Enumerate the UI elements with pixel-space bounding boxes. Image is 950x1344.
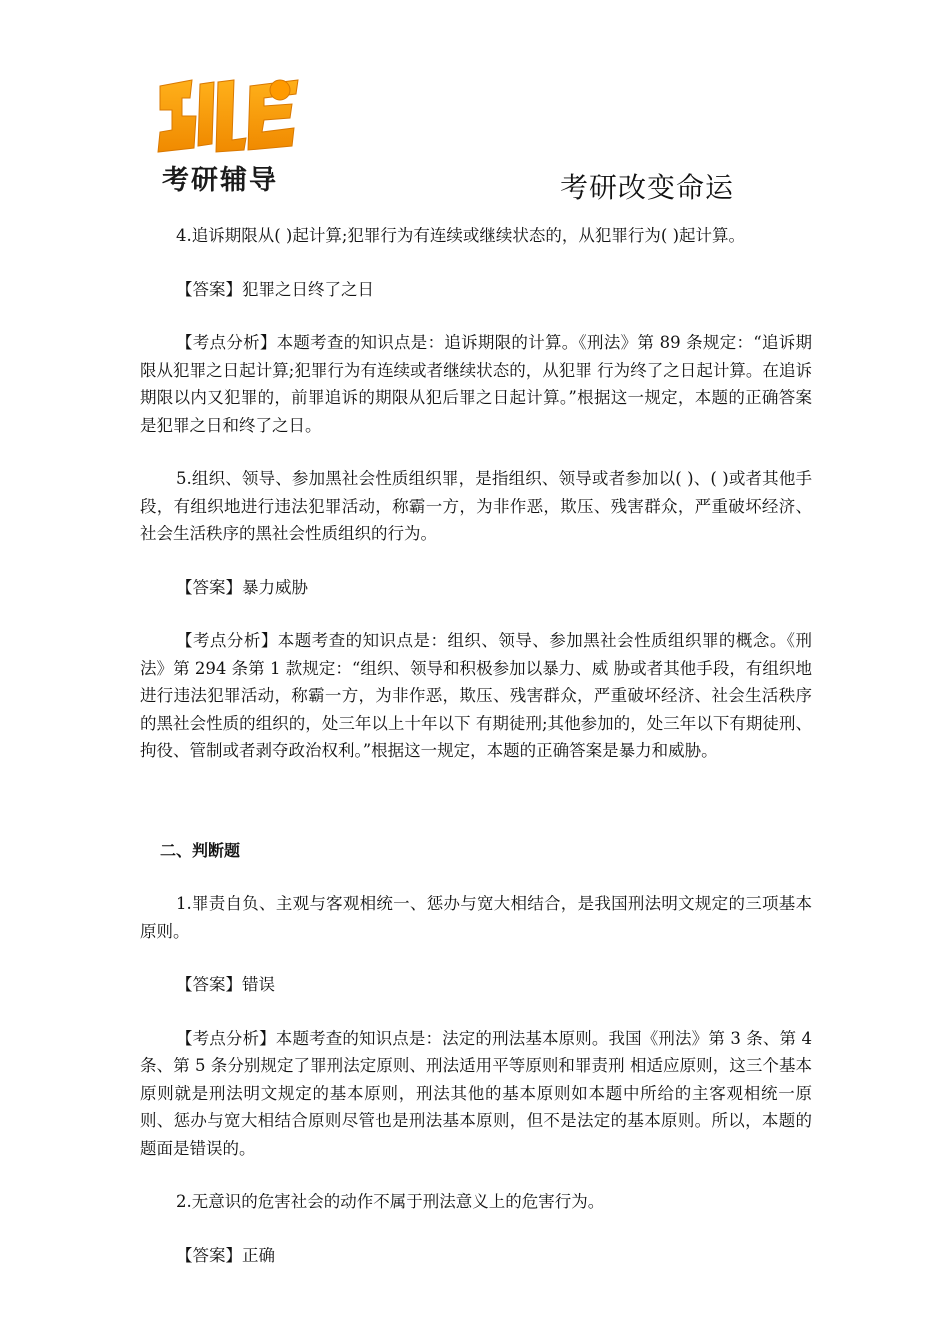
document-body xyxy=(140,222,812,1295)
logo xyxy=(152,76,302,194)
question-4-answer: 【答案】犯罪之日终了之日 xyxy=(176,279,374,299)
header-slogan: 考研改变命运 xyxy=(560,171,735,204)
judgment-2: 2.无意识的危害社会的动作不属于刑法意义上的危害行为。 xyxy=(176,1192,605,1211)
judgment-2-answer: 【答案】正确 xyxy=(176,1245,275,1265)
question-5-answer: 【答案】暴力威胁 xyxy=(176,577,308,597)
question-4: 4.追诉期限从( )起计算;犯罪行为有连续或继续状态的，从犯罪行为( )起计算。 xyxy=(176,226,746,245)
question-5: 5.组织、领导、参加黑社会性质组织罪，是指组织、领导或者参加以( )、( )或者其他手段，有组织地进行违法犯罪活动，称霸一方，为非作恶，欺压、残害群众，严重破坏经济、社会生活秩序的黑社会性质组织的行为。 xyxy=(140,469,812,543)
judgment-1: 1.罪责自负、主观与客观相统一、惩办与宽大相结合，是我国刑法明文规定的三项基本原则。 xyxy=(140,894,812,941)
logo-subtitle: 考研辅导 xyxy=(162,165,278,196)
question-5-analysis: 【考点分析】本题考查的知识点是：组织、领导、参加黑社会性质组织罪的概念。《刑法》第 294 条第 1 款规定：“组织、领导和积极参加以暴力、威 胁或者其他手段，有组织地进行违法犯罪活动，称霸一方，为非作恶，欺压、残害群众，严重破坏经济、社会生活秩序的黑社会性质的组织的，处三年以上十年以下 有期徒刑;其他参加的，处三年以下有期徒刑、拘役、管制或者剥夺政治权利。”根据这一规定，本题的正确答案是暴力和威胁。 xyxy=(140,631,812,760)
section-title-judgment: 二、判断题 xyxy=(160,840,241,860)
judgment-1-analysis: 【考点分析】本题考查的知识点是：法定的刑法基本原则。我国《刑法》第 3 条、第 4 条、第 5 条分别规定了罪刑法定原则、刑法适用平等原则和罪责刑 相适应原则，这三个基本原则就是刑法明文规定的基本原则，刑法其他的基本原则如本题中所给的主客观相统一原则、惩办与宽大相结合原则尽管也是刑法基本原则，但不是法定的基本原则。所以，本题的题面是错误的。 xyxy=(140,1028,812,1158)
question-4-analysis: 【考点分析】本题考查的知识点是：追诉期限的计算。《刑法》第 89 条规定：“追诉期限从犯罪之日起计算;犯罪行为有连续或者继续状态的，从犯罪 行为终了之日起计算。在追诉期限以内又犯罪的，前罪追诉的期限从犯后罪之日起计算。”根据这一规定，本题的正确答案是犯罪之日和终了之日。 xyxy=(140,333,812,435)
judgment-1-answer: 【答案】错误 xyxy=(176,975,275,994)
brand-logo-icon xyxy=(152,76,302,156)
